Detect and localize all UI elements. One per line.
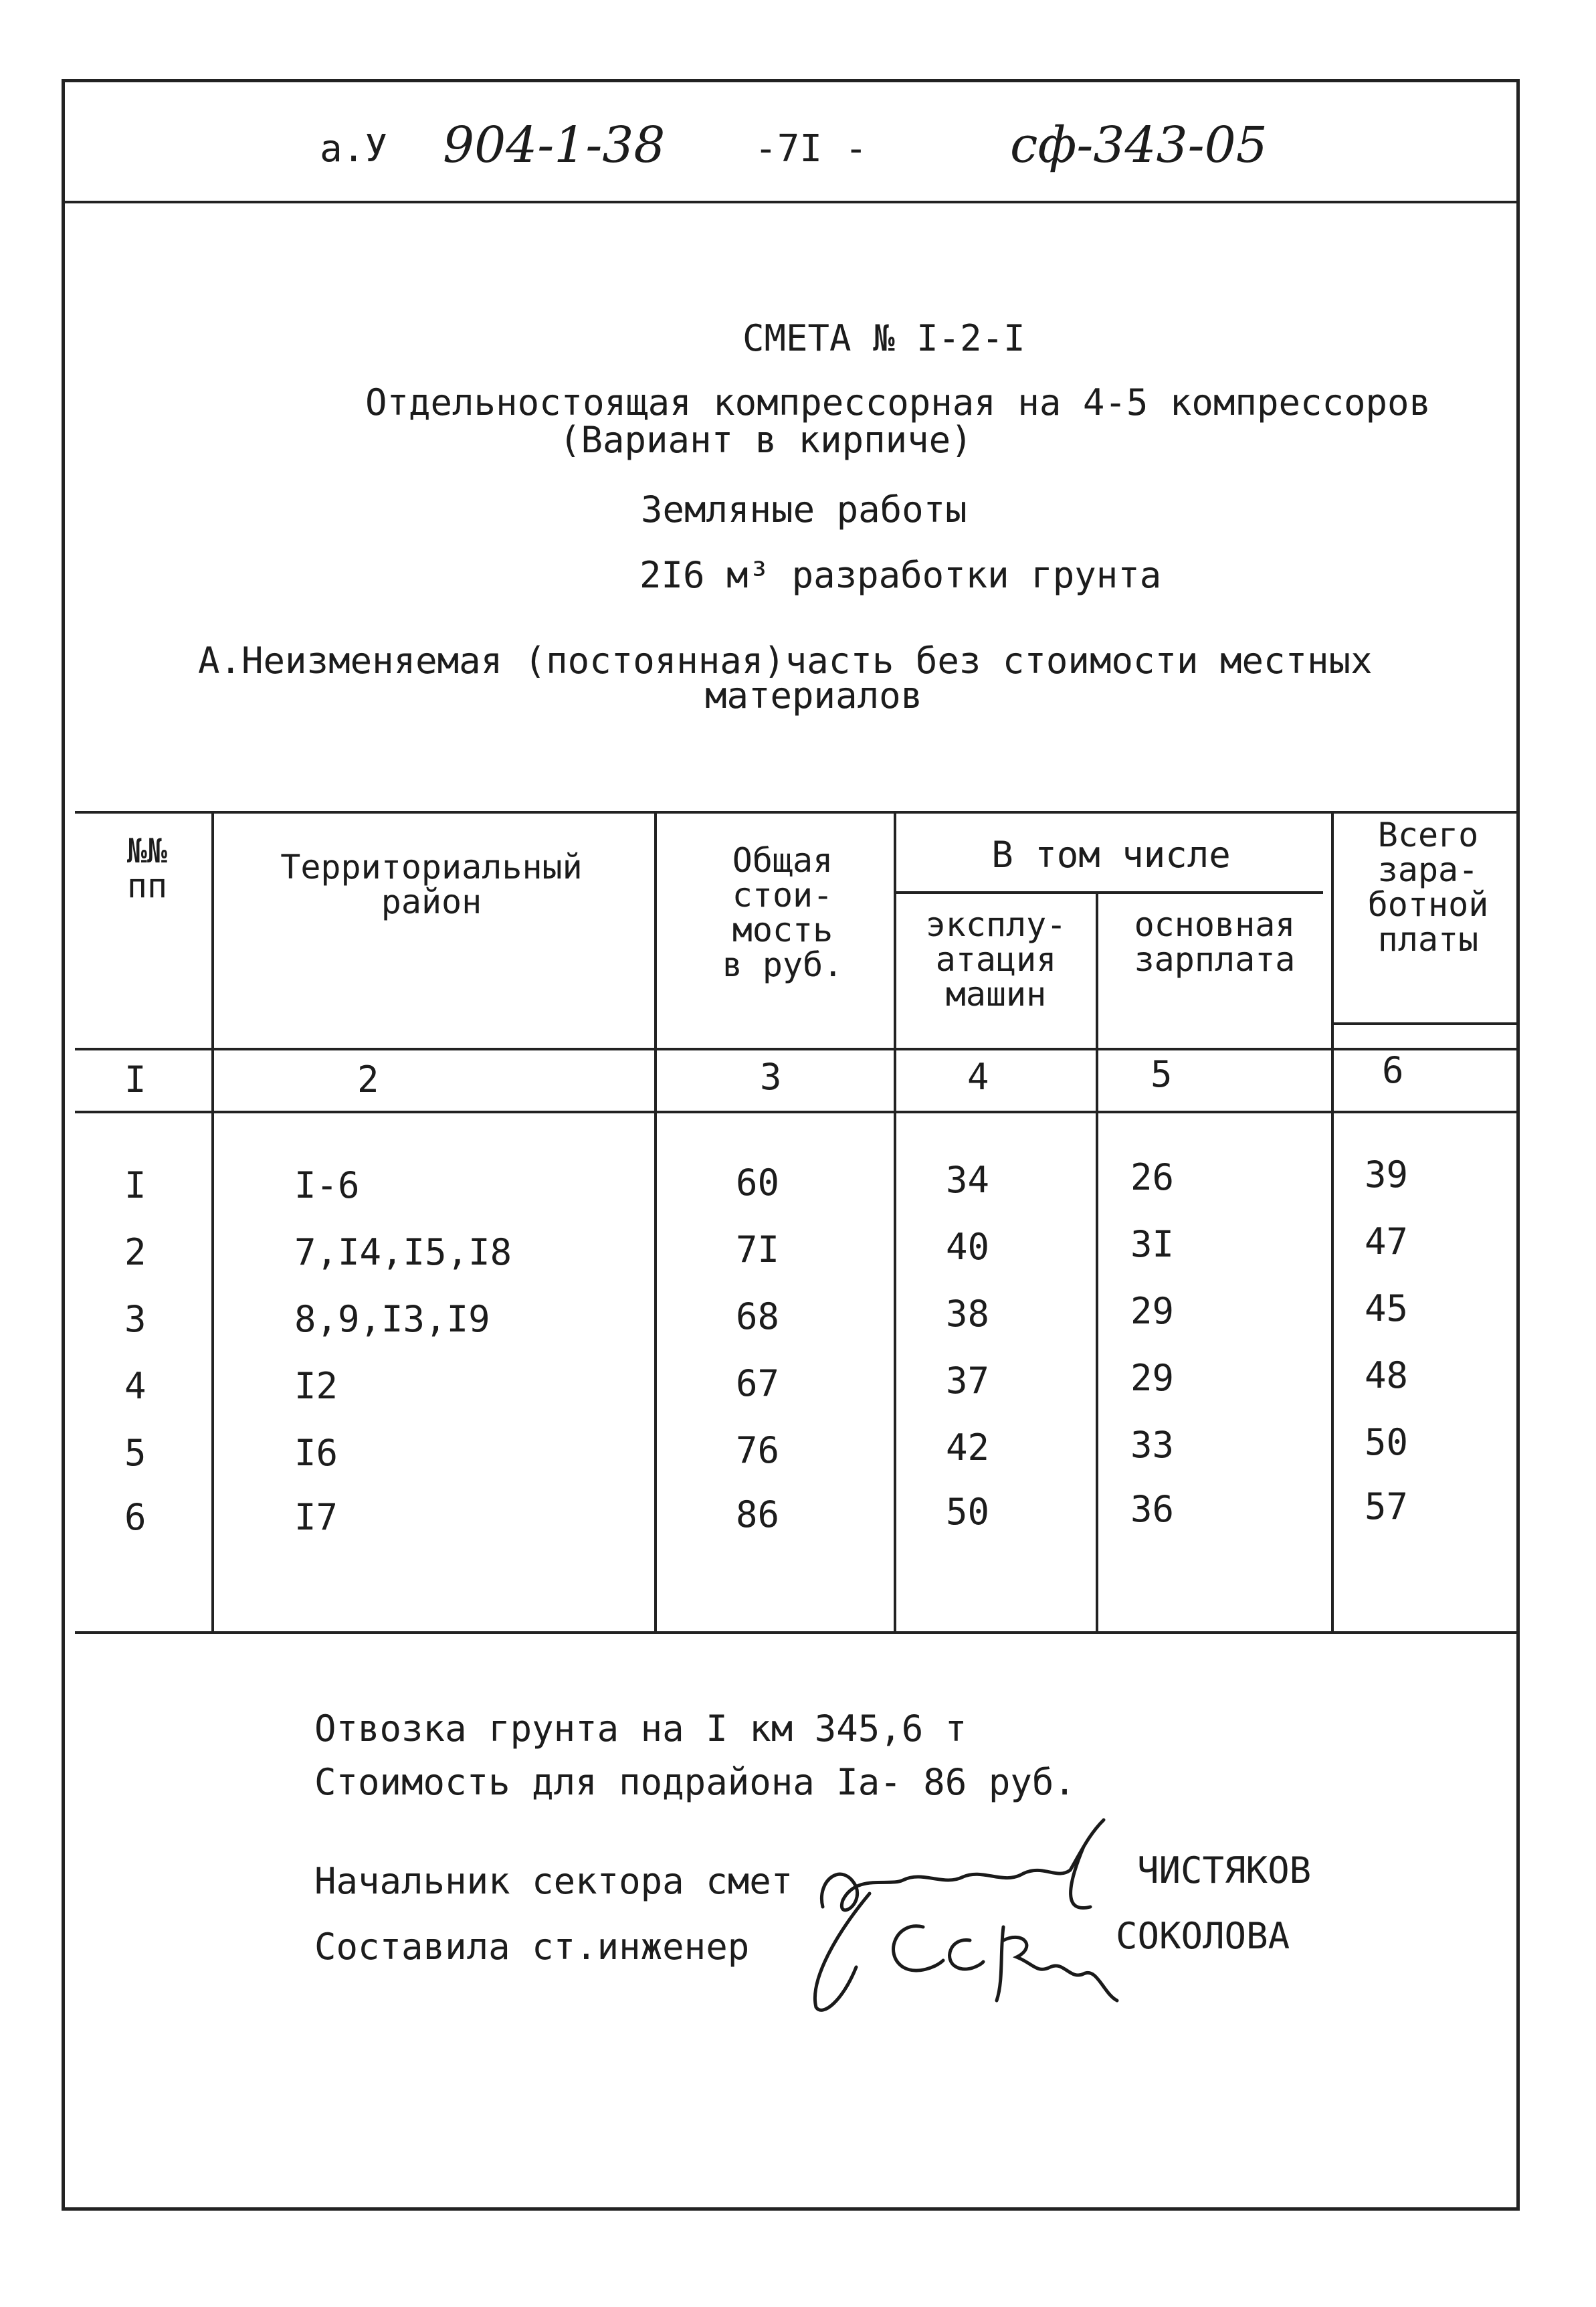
header-total-cost: Общая стои- мость в руб. <box>722 841 843 984</box>
header-region: Территориальный район <box>280 848 583 921</box>
row-total: 86 <box>736 1493 780 1536</box>
row-machines: 42 <box>946 1426 990 1469</box>
row-region: I2 <box>294 1365 338 1407</box>
col-divider-4 <box>1096 891 1098 1633</box>
soil-transport-note: Отвозка грунта на I км 345,6 т <box>314 1708 967 1750</box>
row-salary: 33 <box>1130 1424 1175 1466</box>
colnum-top-border <box>75 1048 1520 1050</box>
row-region: I6 <box>294 1432 338 1474</box>
row-salary: 29 <box>1130 1357 1175 1399</box>
row-machines: 40 <box>946 1226 990 1268</box>
project-code: 904-1-38 <box>443 116 666 174</box>
estimate-variant: (Вариант в кирпиче) <box>559 419 973 461</box>
header-num: №№ пп <box>126 832 168 905</box>
row-total-salary: 47 <box>1365 1220 1409 1263</box>
table-top-border <box>75 811 1520 814</box>
header-including: В том числе <box>991 834 1231 876</box>
row-machines: 34 <box>946 1159 990 1201</box>
row-total: 67 <box>736 1362 780 1404</box>
header-salary: основная зарплата <box>1134 905 1296 979</box>
chief-name: ЧИСТЯКОВ <box>1137 1849 1312 1891</box>
engineer-signature <box>870 1900 1124 2034</box>
row-num: 2 <box>124 1231 146 1273</box>
colnum-2: 2 <box>357 1058 379 1101</box>
col-divider-2 <box>654 811 657 1633</box>
row-total-salary: 39 <box>1365 1154 1409 1196</box>
header-machines: эксплу- атация машин <box>925 905 1067 1014</box>
col-divider-1 <box>211 811 214 1633</box>
row-region: I-6 <box>294 1164 360 1206</box>
colnum-4: 4 <box>967 1056 989 1098</box>
engineer-title: Составила ст.инженер <box>314 1926 750 1968</box>
row-machines: 50 <box>946 1491 990 1533</box>
row-salary: 3I <box>1130 1223 1175 1265</box>
colnum-bottom-border <box>75 1111 1520 1113</box>
section-title-cont: материалов <box>705 674 923 717</box>
col-divider-5 <box>1331 811 1334 1633</box>
row-salary: 36 <box>1130 1488 1175 1530</box>
colnum-6: 6 <box>1382 1049 1404 1091</box>
row-salary: 26 <box>1130 1156 1175 1198</box>
row-salary: 29 <box>1130 1290 1175 1332</box>
row-machines: 38 <box>946 1293 990 1335</box>
row-machines: 37 <box>946 1360 990 1402</box>
row-total: 60 <box>736 1162 780 1204</box>
row-total-salary: 48 <box>1365 1354 1409 1396</box>
estimate-title: СМЕТА № I-2-I <box>742 317 1025 359</box>
subregion-cost-note: Стоимость для подрайона Iа- 86 руб. <box>314 1761 1076 1803</box>
row-total-salary: 45 <box>1365 1287 1409 1329</box>
row-num: 6 <box>124 1496 146 1538</box>
section-title: А.Неизменяемая (постоянная)часть без стоимости местных <box>198 640 1373 682</box>
row-total-salary: 57 <box>1365 1485 1409 1528</box>
row-num: 4 <box>124 1365 146 1407</box>
page-number: -7I - <box>755 127 868 171</box>
header-prefix: а.У <box>320 127 388 171</box>
row-num: I <box>124 1164 146 1206</box>
header-divider <box>62 201 1520 203</box>
work-type: Земляные работы <box>641 488 967 531</box>
subheader-divider <box>894 891 1323 894</box>
row-total: 7I <box>736 1228 780 1271</box>
header-total-salary: Всего зара- ботной платы <box>1367 816 1489 959</box>
row-total-salary: 50 <box>1365 1421 1409 1463</box>
sheet-code: сф-343-05 <box>1010 116 1268 174</box>
row-region: 7,I4,I5,I8 <box>294 1231 512 1273</box>
table-bottom-border <box>75 1631 1520 1634</box>
engineer-name: СОКОЛОВА <box>1116 1915 1290 1957</box>
row-num: 5 <box>124 1432 146 1474</box>
row-total: 68 <box>736 1295 780 1337</box>
volume: 2I6 м³ разработки грунта <box>639 554 1162 596</box>
row-total: 76 <box>736 1429 780 1471</box>
colnum-1: I <box>124 1058 146 1101</box>
row-region: I7 <box>294 1496 338 1538</box>
header-bottom-border <box>1331 1022 1520 1025</box>
row-region: 8,9,I3,I9 <box>294 1298 490 1340</box>
colnum-3: 3 <box>760 1056 782 1098</box>
colnum-5: 5 <box>1151 1053 1173 1095</box>
estimate-subject: Отдельностоящая компрессорная на 4-5 компрессоров <box>365 381 1431 424</box>
chief-title: Начальник сектора смет <box>314 1860 793 1902</box>
row-num: 3 <box>124 1298 146 1340</box>
